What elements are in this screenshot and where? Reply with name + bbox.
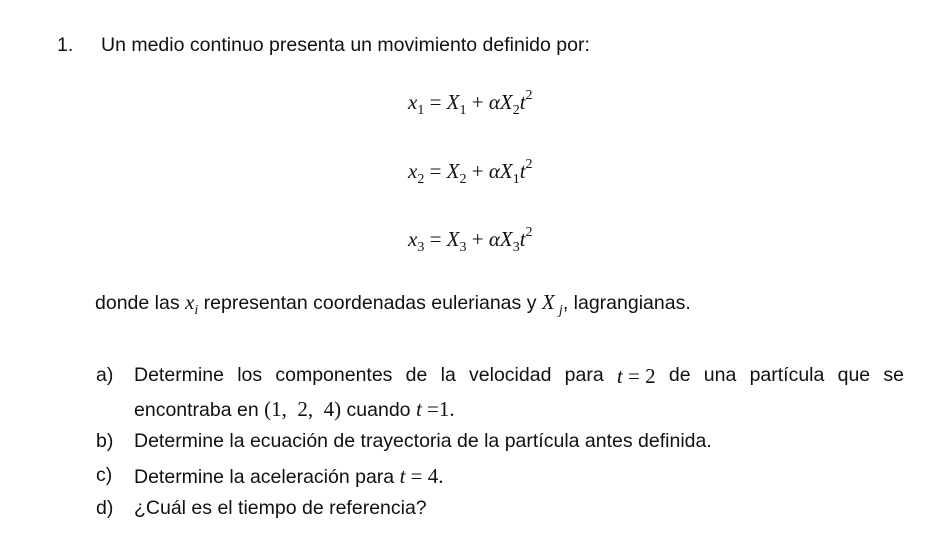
part-a-line2 (134, 397, 455, 422)
eq-var: x (408, 159, 418, 183)
word: Determine (134, 364, 224, 386)
word: para (564, 364, 604, 386)
part-d-text: ¿Cuál es el tiempo de referencia? (134, 497, 427, 519)
alpha-symbol: α (488, 227, 500, 251)
word: componentes (275, 364, 393, 386)
time-expression (400, 464, 444, 488)
text: Determine la aceleración para (134, 466, 395, 488)
point-coordinates: (1, 2, 4) (264, 397, 342, 421)
time-expression (617, 364, 656, 389)
eq-exp: 2 (525, 225, 533, 240)
t-var: t (616, 364, 623, 388)
eq-exp: 2 (525, 88, 533, 103)
eq-sub: 3 (417, 240, 425, 255)
description-post: , lagrangianas. (562, 292, 691, 314)
part-d-letter: d) (96, 497, 114, 519)
word: partícula (749, 364, 825, 386)
word: que (837, 364, 871, 386)
eq-sub: 2 (459, 172, 467, 187)
eq-sub: 2 (417, 172, 425, 187)
lagrange-var: X (541, 290, 555, 314)
lagrange-sub: j (558, 303, 563, 318)
eq-var: X (499, 227, 513, 251)
word: los (237, 364, 263, 386)
eq-exp: 2 (525, 157, 533, 172)
description-pre: donde las (95, 292, 180, 314)
eq-sub: 1 (459, 103, 467, 118)
word: la (440, 364, 456, 386)
text: cuando (346, 399, 411, 421)
t-var: t (415, 397, 422, 421)
t-value: =1. (427, 397, 455, 421)
part-c-line (134, 464, 444, 489)
eq-var: X (446, 227, 460, 251)
problem-intro: Un medio continuo presenta un movimiento definido por: (101, 34, 590, 56)
t-value: = 2 (628, 364, 656, 388)
alpha-symbol: α (488, 159, 500, 183)
equation-3: $x_3 = X_3 + \alpha X_3t^2$ (408, 225, 533, 255)
part-a-letter: a) (96, 364, 114, 386)
text: encontraba en (134, 399, 259, 421)
problem-number: 1. (57, 34, 74, 56)
description-mid: representan coordenadas eulerianas y (203, 292, 537, 314)
word: una (703, 364, 737, 386)
time-expression (416, 397, 455, 421)
eq-var: X (446, 159, 460, 183)
description-line (95, 290, 691, 318)
eq-var: t (519, 227, 526, 251)
part-c-letter: c) (96, 464, 113, 486)
equation-1: $x_1 = X_1 + \alpha X_2t^2$ (408, 88, 533, 118)
eq-sub: 2 (512, 103, 520, 118)
part-b-text: Determine la ecuación de trayectoria de la partícula antes definida. (134, 430, 712, 452)
word: de (668, 364, 691, 386)
eq-var: t (519, 159, 526, 183)
alpha-symbol: α (488, 90, 500, 114)
eq-var: t (519, 90, 526, 114)
equation-2: $x_2 = X_2 + \alpha X_1t^2$ (408, 157, 533, 187)
eq-sub: 1 (417, 103, 425, 118)
eq-var: X (499, 159, 513, 183)
word: se (883, 364, 904, 386)
eq-var: X (446, 90, 460, 114)
euler-var: x (185, 290, 195, 314)
eq-sub: 3 (459, 240, 467, 255)
eq-var: X (499, 90, 513, 114)
euler-sub: i (194, 303, 199, 318)
eq-var: x (408, 90, 418, 114)
eq-sub: 1 (512, 172, 520, 187)
eq-sub: 3 (512, 240, 520, 255)
word: de (405, 364, 428, 386)
part-a-line1 (134, 364, 904, 389)
t-var: t (399, 464, 406, 488)
t-value: = 4. (410, 464, 444, 488)
word: velocidad (469, 364, 552, 386)
part-b-letter: b) (96, 430, 114, 452)
eq-var: x (408, 227, 418, 251)
